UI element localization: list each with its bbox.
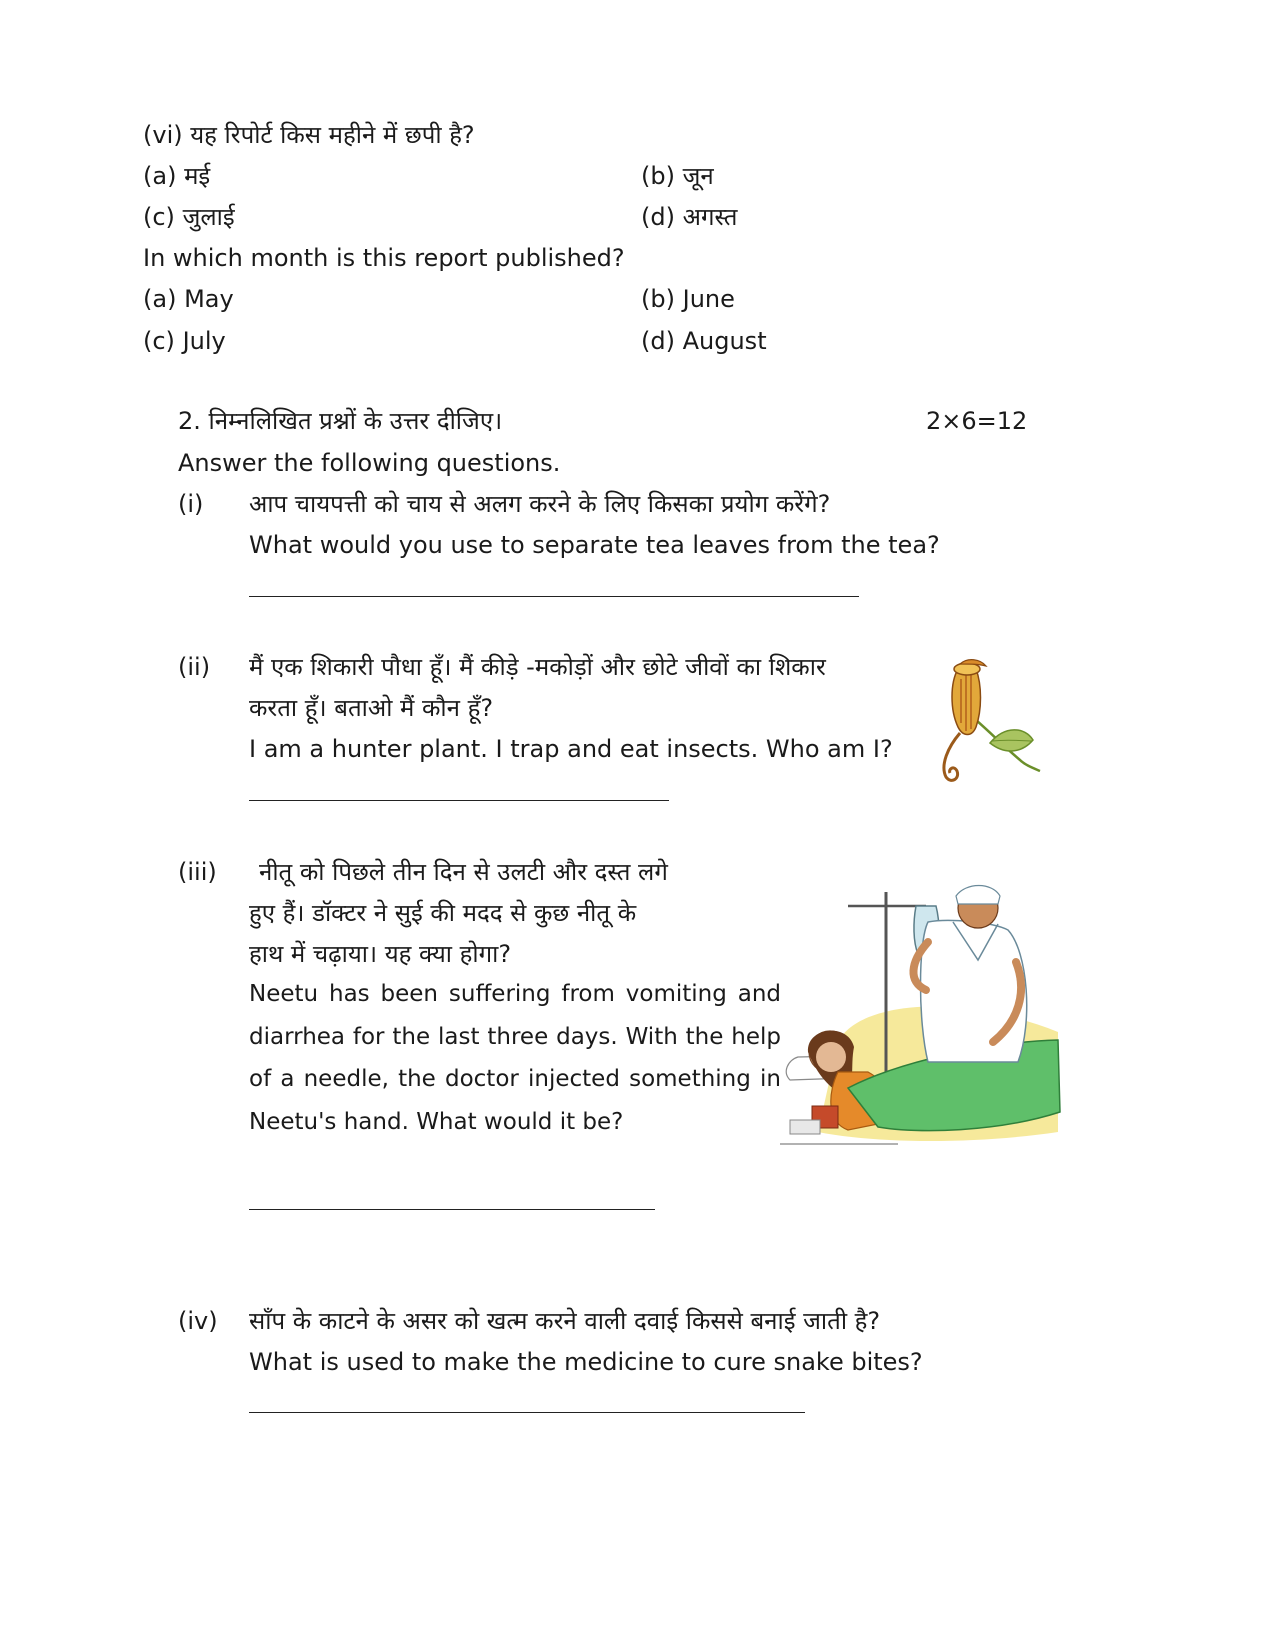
option-label: (b) [641,162,675,190]
q1vi-en-option-b [641,284,735,314]
q1vi-hi-option-b [641,161,714,191]
option-text: August [682,327,767,355]
q2-iv-hindi: साँप के काटने के असर को खत्म करने वाली दवाई किससे बनाई जाती है? [249,1307,881,1335]
answer-line-i[interactable] [249,596,859,597]
answer-line-ii[interactable] [249,800,669,801]
option-text: July [182,327,226,355]
option-text: जुलाई [182,203,235,231]
answer-line-iv[interactable] [249,1412,805,1413]
q2-english-heading: Answer the following questions. [178,449,561,477]
q1vi-hi-option-c [143,202,235,232]
q2-ii-hindi-line2: करता हूँ। बताओ मैं कौन हूँ? [249,694,494,722]
q1vi-english-question: In which month is this report published? [143,244,625,272]
q2-iii-hindi-line1: नीतू को पिछले तीन दिन से उलटी और दस्त लगे [259,858,668,886]
q1vi-en-option-a [143,284,234,314]
q2-iii-english: Neetu has been suffering from vomiting and diarrhea for the last three days. With the help of a needle, the doctor injected something in Neetu's hand. What would it be? [249,981,781,1135]
q1vi-hi-option-d [641,202,737,232]
q2-iii-hindi-line2: हुए हैं। डॉक्टर ने सुई की मदद से कुछ नीतू के [249,899,637,927]
q2-i-english: What would you use to separate tea leaves from the tea? [249,531,940,559]
q2-ii-english: I am a hunter plant. I trap and eat insects. Who am I? [249,735,893,763]
q2-iv-english: What is used to make the medicine to cure snake bites? [249,1348,923,1376]
q2-iii-hindi-line3: हाथ में चढ़ाया। यह क्या होगा? [249,940,512,968]
q2-iii-label: (iii) [178,858,217,886]
q2-i-hindi: आप चायपत्ती को चाय से अलग करने के लिए किसका प्रयोग करेंगे? [249,490,831,518]
nurse-patient-drip-image [778,882,1060,1152]
q2-ii-label: (ii) [178,653,211,681]
option-label: (c) [143,203,175,231]
option-text: June [682,285,735,313]
q2-hindi-text: निम्नलिखित प्रश्नों के उत्तर दीजिए। [208,407,503,435]
option-label: (a) [143,285,177,313]
option-label: (d) [641,327,675,355]
q1vi-hi-option-a [143,161,210,191]
q2-hindi-heading [178,406,502,436]
q1vi-en-option-c [143,326,226,356]
q1vi-hindi-question [143,120,475,150]
option-label: (a) [143,162,177,190]
option-text: मई [184,162,211,190]
option-label: (c) [143,327,175,355]
q1vi-en-option-d [641,326,767,356]
q2-iv-label: (iv) [178,1307,218,1335]
q2-marks: 2×6=12 [926,407,1028,435]
option-text: जून [682,162,714,190]
option-text: अगस्त [682,203,738,231]
q2-i-label: (i) [178,490,204,518]
q2-ii-hindi-line1: मैं एक शिकारी पौधा हूँ। मैं कीड़े -मकोड़ों और छोटे जीवों का शिकार [249,653,826,681]
q2-number: 2. [178,407,201,435]
option-label: (b) [641,285,675,313]
q1vi-hindi-text: यह रिपोर्ट किस महीने में छपी है? [190,121,475,149]
option-label: (d) [641,203,675,231]
q1vi-label: (vi) [143,121,183,149]
pitcher-plant-image [930,655,1045,785]
option-text: May [184,285,234,313]
answer-line-iii[interactable] [249,1209,655,1210]
